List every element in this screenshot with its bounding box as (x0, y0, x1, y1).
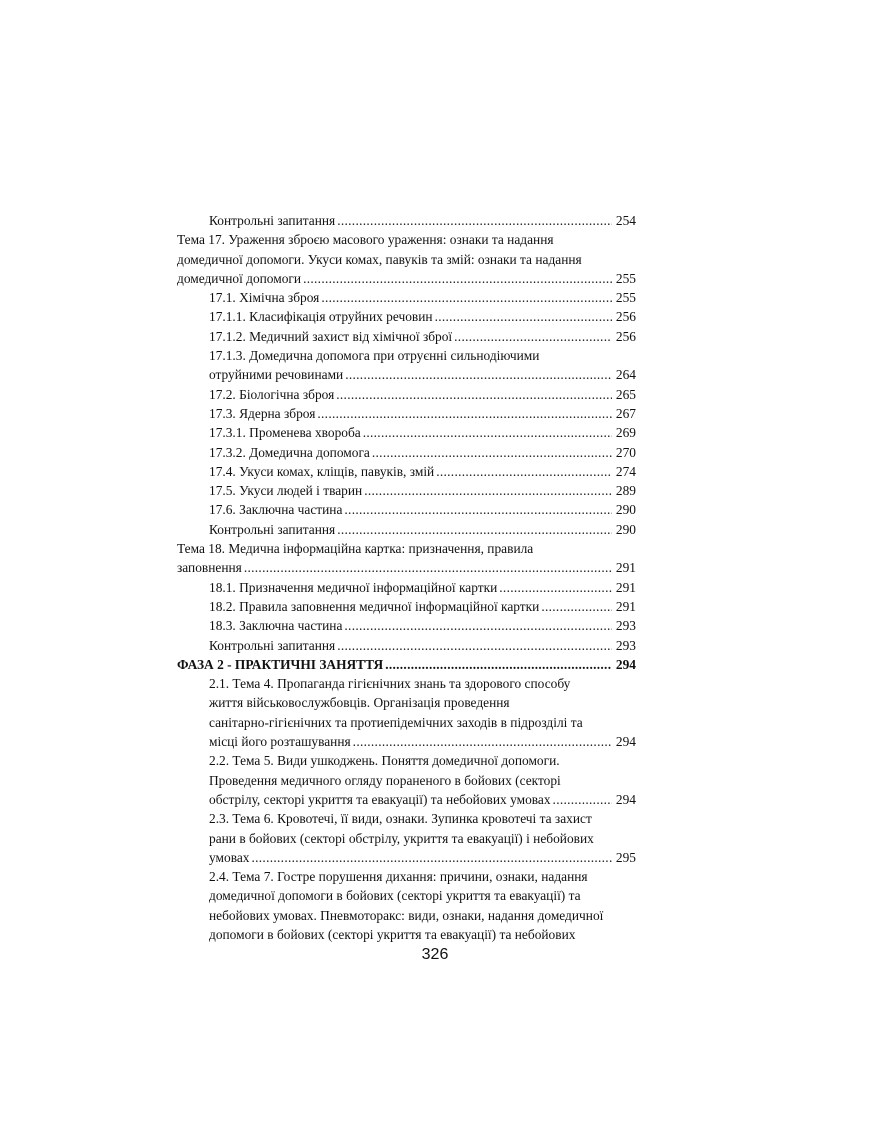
table-of-contents (0, 211, 870, 944)
toc-leader-dots (541, 597, 612, 616)
toc-page-number: 255 (615, 270, 636, 286)
toc-entry (0, 443, 870, 462)
toc-entry (0, 520, 870, 539)
toc-entry (0, 636, 870, 655)
toc-page-number: 256 (615, 309, 636, 325)
toc-entry (0, 655, 870, 674)
toc-entry (0, 346, 870, 385)
toc-leader-dots (337, 211, 612, 230)
toc-page-number: 274 (615, 463, 636, 479)
toc-leader-dots (553, 790, 612, 809)
toc-entry (0, 385, 870, 404)
toc-entry (0, 616, 870, 635)
toc-entry-text: домедичної допомоги в бойових (секторі укриття та евакуації) та (209, 888, 581, 904)
toc-leader-dots (454, 327, 612, 346)
toc-page-number: 264 (615, 367, 636, 383)
toc-entry-text: 2.4. Тема 7. Гостре порушення дихання: причини, ознаки, надання (209, 869, 588, 885)
toc-entry-text: 17.5. Укуси людей і тварин (209, 483, 363, 499)
toc-page-number: 254 (615, 213, 636, 228)
toc-leader-dots (337, 636, 612, 655)
toc-leader-dots (244, 558, 612, 577)
toc-leader-dots (435, 307, 612, 326)
toc-entry-text: 18.1. Призначення медичної інформаційної картки (209, 579, 498, 595)
toc-page-number: 270 (615, 444, 636, 460)
toc-leader-dots (337, 520, 612, 539)
toc-entry-text: 17.1. Хімічна зброя (209, 290, 320, 306)
toc-entry-text: 17.1.3. Домедична допомога при отруєнні сильнодіючими (209, 348, 540, 364)
toc-page-number: 291 (615, 579, 636, 595)
toc-entry-text: рани в бойових (секторі обстрілу, укриття та евакуації) і небойових (209, 830, 594, 846)
toc-page-number: 291 (615, 598, 636, 614)
toc-leader-dots (499, 578, 612, 597)
toc-entry-text: Тема 17. Ураження зброєю масового ураження: ознаки та надання (177, 232, 554, 248)
toc-page-number: 291 (615, 560, 636, 576)
toc-entry-text: обстрілу, секторі укриття та евакуації) та небойових умовах (209, 791, 551, 807)
toc-entry-text: Проведення медичного огляду пораненого в бойових (секторі (209, 772, 561, 788)
toc-entry (0, 211, 870, 230)
toc-entry-text: 17.3. Ядерна зброя (209, 405, 316, 421)
toc-leader-dots (345, 365, 612, 384)
toc-entry-text: домедичної допомоги (177, 270, 302, 286)
toc-entry (0, 539, 870, 578)
toc-entry-text: 17.3.1. Променева хвороба (209, 425, 361, 441)
toc-entry-text: 17.1.2. Медичний захист від хімічної зброї (209, 328, 453, 344)
toc-page-number: 269 (615, 425, 636, 441)
toc-leader-dots (251, 848, 612, 867)
toc-entry-text: домедичної допомоги. Укуси комах, павуків та змій: ознаки та надання (177, 251, 582, 267)
toc-entry-text: життя військовослужбовців. Організація проведення (209, 695, 510, 711)
toc-page-number: 293 (615, 637, 636, 653)
toc-page-number: 256 (615, 328, 636, 344)
toc-entry-text: отруйними речовинами (209, 367, 344, 383)
toc-leader-dots (436, 462, 612, 481)
toc-entry (0, 423, 870, 442)
toc-entry-text: Контрольні запитання (209, 213, 336, 228)
toc-entry-text: небойових умовах. Пневмоторакс: види, ознаки, надання домедичної (209, 907, 604, 923)
toc-entry-text: Контрольні запитання (209, 637, 336, 653)
toc-page-number: 255 (615, 290, 636, 306)
toc-entry-text: 17.4. Укуси комах, кліщів, павуків, змій (209, 463, 435, 479)
toc-entry (0, 288, 870, 307)
toc-leader-dots (321, 288, 612, 307)
toc-entry-text: 17.6. Заключна частина (209, 502, 343, 518)
toc-page-number: 290 (615, 521, 636, 537)
toc-entry-text: санітарно-гігієнічних та протиепідемічних заходів в підрозділі та (209, 714, 583, 730)
toc-entry-text: 17.3.2. Домедична допомога (209, 444, 370, 460)
toc-page-number: 265 (615, 386, 636, 402)
toc-leader-dots (303, 269, 612, 288)
toc-leader-dots (363, 423, 612, 442)
toc-entry (0, 230, 870, 288)
toc-entry-text: Контрольні запитання (209, 521, 336, 537)
toc-entry (0, 462, 870, 481)
toc-entry-text: 17.1.1. Класифікація отруйних речовин (209, 309, 433, 325)
page-number: 326 (421, 946, 449, 963)
toc-entry (0, 307, 870, 326)
toc-leader-dots (353, 732, 612, 751)
toc-entry (0, 404, 870, 423)
toc-entry (0, 751, 870, 809)
toc-entry (0, 327, 870, 346)
toc-entry-text: допомоги в бойових (секторі укриття та евакуації) та небойових (209, 926, 576, 942)
toc-entry-text: 18.2. Правила заповнення медичної інформаційної картки (209, 598, 540, 614)
toc-entry-text: 2.3. Тема 6. Кровотечі, її види, ознаки. Зупинка кровотечі та захист (209, 811, 592, 827)
toc-entry-text: ФАЗА 2 - ПРАКТИЧНІ ЗАНЯТТЯ (177, 656, 384, 672)
toc-entry (0, 674, 870, 751)
toc-leader-dots (385, 655, 612, 674)
toc-entry-text: 2.2. Тема 5. Види ушкоджень. Поняття домедичної допомоги. (209, 753, 560, 769)
toc-leader-dots (344, 500, 612, 519)
toc-leader-dots (336, 385, 612, 404)
toc-page-number: 290 (615, 502, 636, 518)
toc-page-number: 294 (615, 734, 636, 750)
toc-entry-text: 17.2. Біологічна зброя (209, 386, 335, 402)
toc-page-number: 267 (615, 405, 636, 421)
toc-page-number: 289 (615, 483, 636, 499)
toc-entry (0, 578, 870, 597)
toc-leader-dots (344, 616, 612, 635)
toc-entry-text: Тема 18. Медична інформаційна картка: призначення, правила (177, 541, 534, 557)
toc-entry (0, 500, 870, 519)
toc-entry-text: заповнення (177, 560, 242, 576)
toc-leader-dots (364, 481, 612, 500)
toc-page-number: 294 (615, 656, 636, 672)
toc-leader-dots (317, 404, 612, 423)
toc-page-number: 293 (615, 618, 636, 634)
toc-leader-dots (372, 443, 612, 462)
toc-entry (0, 809, 870, 867)
toc-entry-text: 2.1. Тема 4. Пропаганда гігієнічних знань та здорового способу (209, 676, 571, 692)
toc-page-number: 295 (615, 849, 636, 865)
toc-entry-text: місці його розташування (209, 734, 351, 750)
toc-entry (0, 481, 870, 500)
toc-entry (0, 597, 870, 616)
toc-entry (0, 867, 870, 944)
toc-page-number: 294 (615, 791, 636, 807)
toc-entry-text: умовах (209, 849, 250, 865)
toc-entry-text: 18.3. Заключна частина (209, 618, 343, 634)
